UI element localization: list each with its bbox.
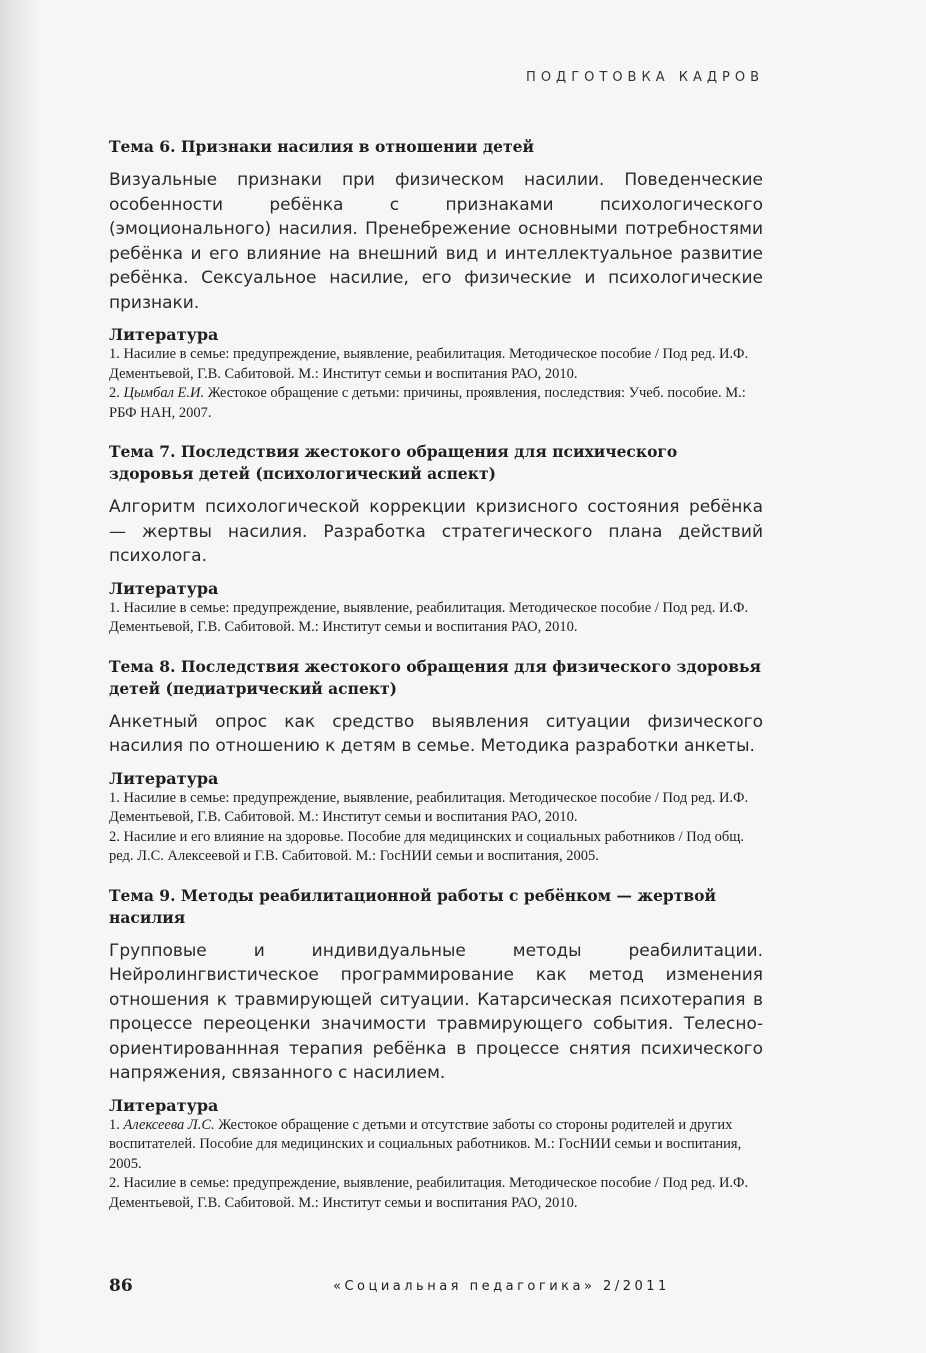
reference-text: Насилие в семье: предупреждение, выявление, реабилитация. Методическое пособие / Под ред. И.Ф. Дементьевой, Г.В. Сабитовой. М.: Институт семьи и воспитания РАО, 2010. — [109, 789, 749, 825]
topic-section — [109, 136, 763, 423]
reference-text: Жестокое обращение с детьми и отсутствие заботы со стороны родителей и других воспитателей. Пособие для медицинских и социальных работников. М.: ГосНИИ семьи и воспитания, 2005. — [109, 1116, 742, 1172]
page-number: 86 — [109, 1276, 133, 1296]
topic-description: Анкетный опрос как средство выявления ситуации физического насилия по отношению к детям в семье. Методика разработки анкеты. — [109, 711, 763, 756]
reference-text: Жестокое обращение с детьми: причины, проявления, последствия: Учеб. пособие. М.: РБФ НАН, 2007. — [109, 385, 746, 421]
reference-number: 2. — [109, 828, 120, 845]
reference-number: 1. — [109, 789, 120, 806]
reference-text: Насилие в семье: предупреждение, выявление, реабилитация. Методическое пособие / Под ред. И.Ф. Дементьевой, Г.В. Сабитовой. М.: Институт семьи и воспитания РАО, 2010. — [109, 346, 749, 382]
topic-description: Алгоритм психологической коррекции кризисного состояния ребёнка — жертвы насилия. Разработка стратегического плана действий психолога. — [109, 497, 763, 566]
literature-heading: Литература — [109, 578, 219, 598]
reference-text: Насилие и его влияние на здоровье. Пособие для медицинских и социальных работников / Под общ. ред. Л.С. Алексеевой и Г.В. Сабитовой. М.: ГосНИИ семьи и воспитания, 2005. — [109, 828, 744, 864]
reference-item — [109, 599, 763, 638]
reference-author: Алексеева Л.С. — [123, 1116, 215, 1133]
reference-item — [109, 828, 763, 867]
reference-author: Цымбал Е.И. — [123, 385, 205, 401]
reference-item — [109, 789, 763, 828]
page-footer — [109, 1276, 763, 1298]
topic-title: Тема 8. Последствия жестокого обращения для физического здоровья детей (педиатрический аспект) — [109, 656, 761, 698]
reference-item — [109, 1174, 763, 1213]
reference-text: Насилие в семье: предупреждение, выявление, реабилитация. Методическое пособие / Под ред. И.Ф. Дементьевой, Г.В. Сабитовой. М.: Институт семьи и воспитания РАО, 2010. — [109, 1175, 749, 1211]
reference-number: 2. — [109, 385, 120, 401]
literature-heading: Литература — [109, 768, 219, 788]
literature-heading: Литература — [109, 1095, 219, 1115]
literature-list — [109, 789, 763, 867]
topic-section — [109, 441, 763, 638]
reference-item — [109, 1116, 763, 1175]
running-head: ПОДГОТОВКА КАДРОВ — [526, 70, 764, 85]
literature-heading: Литература — [109, 325, 219, 344]
literature-list — [109, 345, 763, 423]
topic-title: Тема 9. Методы реабилитационной работы с ребёнком — жертвой насилия — [109, 885, 716, 927]
topic-title: Тема 7. Последствия жестокого обращения для психического здоровья детей (психологический аспект) — [109, 442, 678, 483]
reference-number: 1. — [109, 346, 120, 362]
literature-list — [109, 1116, 763, 1214]
reference-number: 2. — [109, 1175, 120, 1191]
reference-item — [109, 345, 763, 384]
reference-text: Насилие в семье: предупреждение, выявление, реабилитация. Методическое пособие / Под ред. И.Ф. Дементьевой, Г.В. Сабитовой. М.: Институт семьи и воспитания РАО, 2010. — [109, 599, 749, 635]
topic-description: Визуальные признаки при физическом насилии. Поведенческие особенности ребёнка с признаками психологического (эмоционального) насилия. Пренебрежение основными потребностями ребёнка и его влияние на внешний вид и интеллектуальное развитие ребёнка. Сексуальное насилие, его физические и психологические признаки. — [109, 170, 763, 313]
reference-item — [109, 384, 763, 423]
topic-section — [109, 885, 763, 1214]
journal-issue: «Социальная педагогика» 2/2011 — [333, 1279, 670, 1294]
topic-section — [109, 656, 763, 867]
reference-number: 1. — [109, 599, 120, 616]
literature-list — [109, 599, 763, 638]
binding-shadow — [0, 0, 40, 1353]
topic-title: Тема 6. Признаки насилия в отношении детей — [109, 137, 535, 156]
main-content — [109, 136, 763, 1231]
reference-number: 1. — [109, 1116, 120, 1133]
topic-description: Групповые и индивидуальные методы реабилитации. Нейролингвистическое программирование как метод изменения отношения к травмирующей ситуации. Катарсическая психотерапия в процессе переоценки значимости травмирующего события. Телесно-ориентированнная терапия ребёнка в процессе снятия психического напряжения, связанного с насилием. — [109, 940, 763, 1083]
